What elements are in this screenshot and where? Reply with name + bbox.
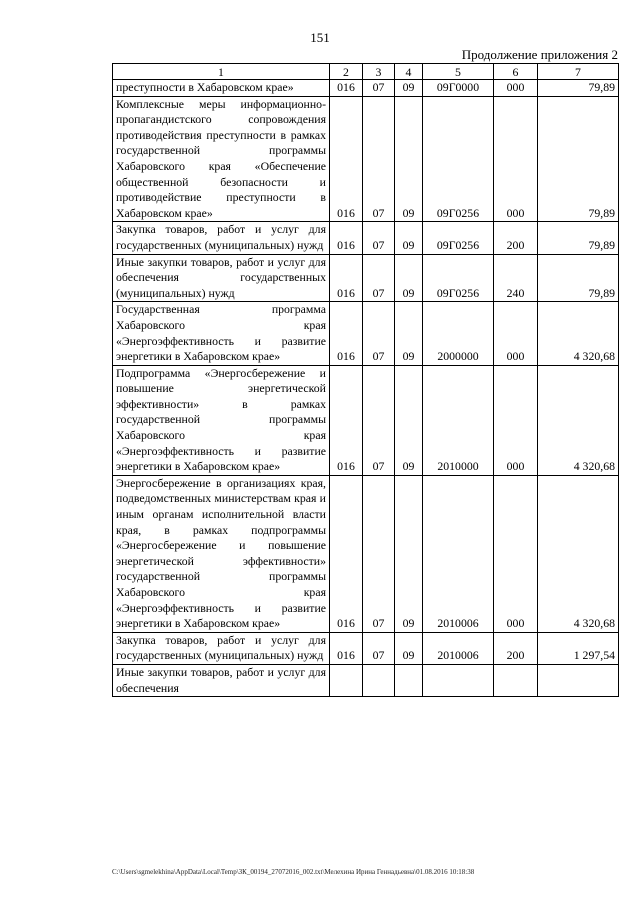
table-header-row xyxy=(113,64,619,80)
amount: 4 320,68 xyxy=(538,475,619,632)
subsection-code: 09 xyxy=(395,632,423,664)
row-name: Закупка товаров, работ и услуг для государственных (муниципальных) нужд xyxy=(113,632,330,664)
expense-type-code: 000 xyxy=(494,302,538,365)
section-code: 07 xyxy=(363,222,395,254)
amount xyxy=(538,664,619,696)
table-row xyxy=(113,222,619,254)
row-name: Комплексные меры информационно-пропагандистского сопровождения противодействия преступности в рамках государственной программы Хабаровского края «Обеспечение общественной безопасности и противодействие преступности в Хабаровском крае» xyxy=(113,96,330,222)
expense-type-code: 000 xyxy=(494,80,538,97)
section-code: 07 xyxy=(363,302,395,365)
column-header: 2 xyxy=(330,64,363,80)
target-article-code: 2000000 xyxy=(423,302,494,365)
expense-type-code: 000 xyxy=(494,365,538,475)
row-name: Закупка товаров, работ и услуг для государственных (муниципальных) нужд xyxy=(113,222,330,254)
department-code xyxy=(330,664,363,696)
subsection-code: 09 xyxy=(395,222,423,254)
table-row xyxy=(113,80,619,97)
department-code: 016 xyxy=(330,632,363,664)
section-code: 07 xyxy=(363,632,395,664)
row-name: Энергосбережение в организациях края, подведомственных министерствам края и иным органам исполнительной власти края, в рамках подпрограммы «Энергосбережение и повышение энергетической эффективности» государственной программы Хабаровского края «Энергоэффективность и развитие энергетики в Хабаровском крае» xyxy=(113,475,330,632)
column-header: 4 xyxy=(395,64,423,80)
subsection-code: 09 xyxy=(395,80,423,97)
target-article-code: 09Г0256 xyxy=(423,254,494,302)
section-code: 07 xyxy=(363,80,395,97)
budget-table xyxy=(112,63,619,697)
target-article-code xyxy=(423,664,494,696)
column-header: 3 xyxy=(363,64,395,80)
section-code xyxy=(363,664,395,696)
file-path-footer: C:\Users\sgmelekhina\AppData\Local\Temp\ЗК_00194_27072016_002.txt\Мелехина Ирина Геннадьевна\01.08.2016 10:18:38 xyxy=(112,868,475,876)
subsection-code: 09 xyxy=(395,254,423,302)
department-code: 016 xyxy=(330,365,363,475)
table-row xyxy=(113,302,619,365)
department-code: 016 xyxy=(330,96,363,222)
target-article-code: 09Г0000 xyxy=(423,80,494,97)
amount: 79,89 xyxy=(538,96,619,222)
department-code: 016 xyxy=(330,475,363,632)
target-article-code: 2010006 xyxy=(423,475,494,632)
expense-type-code: 200 xyxy=(494,222,538,254)
subsection-code: 09 xyxy=(395,96,423,222)
amount: 4 320,68 xyxy=(538,365,619,475)
table-row xyxy=(113,96,619,222)
column-header: 6 xyxy=(494,64,538,80)
target-article-code: 2010006 xyxy=(423,632,494,664)
row-name: преступности в Хабаровском крае» xyxy=(113,80,330,97)
table-row xyxy=(113,664,619,696)
expense-type-code: 000 xyxy=(494,475,538,632)
table-row xyxy=(113,254,619,302)
expense-type-code xyxy=(494,664,538,696)
appendix-continuation-label: Продолжение приложения 2 xyxy=(461,47,618,62)
target-article-code: 09Г0256 xyxy=(423,96,494,222)
row-name: Иные закупки товаров, работ и услуг для обеспечения государственных (муниципальных) нужд xyxy=(113,254,330,302)
expense-type-code: 240 xyxy=(494,254,538,302)
subsection-code: 09 xyxy=(395,302,423,365)
amount: 1 297,54 xyxy=(538,632,619,664)
table-row xyxy=(113,475,619,632)
expense-type-code: 200 xyxy=(494,632,538,664)
amount: 79,89 xyxy=(538,254,619,302)
amount: 4 320,68 xyxy=(538,302,619,365)
amount: 79,89 xyxy=(538,222,619,254)
row-name: Государственная программа Хабаровского края «Энергоэффективность и развитие энергетики в Хабаровском крае» xyxy=(113,302,330,365)
subsection-code: 09 xyxy=(395,475,423,632)
row-name: Подпрограмма «Энергосбережение и повышение энергетической эффективности» в рамках государственной программы Хабаровского края «Энергоэффективность и развитие энергетики в Хабаровском крае» xyxy=(113,365,330,475)
table-row xyxy=(113,365,619,475)
target-article-code: 09Г0256 xyxy=(423,222,494,254)
section-code: 07 xyxy=(363,475,395,632)
subsection-code: 09 xyxy=(395,365,423,475)
department-code: 016 xyxy=(330,80,363,97)
department-code: 016 xyxy=(330,222,363,254)
target-article-code: 2010000 xyxy=(423,365,494,475)
expense-type-code: 000 xyxy=(494,96,538,222)
department-code: 016 xyxy=(330,302,363,365)
section-code: 07 xyxy=(363,254,395,302)
section-code: 07 xyxy=(363,96,395,222)
column-header: 7 xyxy=(538,64,619,80)
department-code: 016 xyxy=(330,254,363,302)
subsection-code xyxy=(395,664,423,696)
section-code: 07 xyxy=(363,365,395,475)
amount: 79,89 xyxy=(538,80,619,97)
table-row xyxy=(113,632,619,664)
row-name: Иные закупки товаров, работ и услуг для обеспечения xyxy=(113,664,330,696)
column-header: 1 xyxy=(113,64,330,80)
column-header: 5 xyxy=(423,64,494,80)
page-number: 151 xyxy=(310,30,330,45)
